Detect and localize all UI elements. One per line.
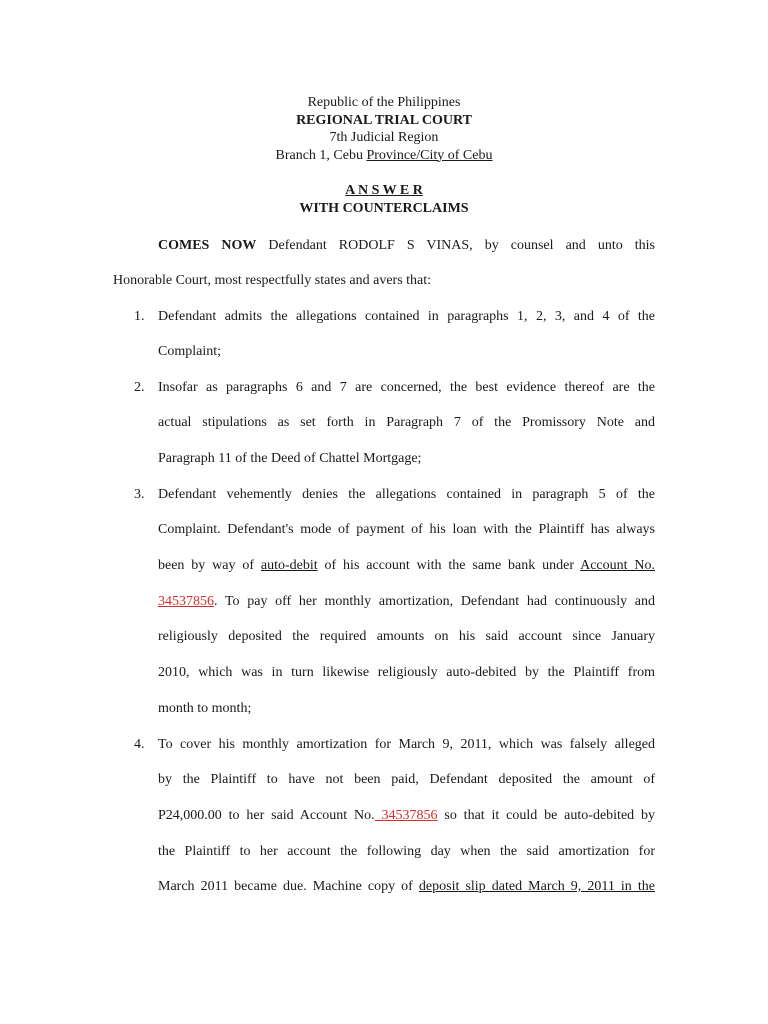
item-4-line-5-a: March 2011 became due. Machine copy of	[158, 879, 419, 894]
branch-place: Province/City of Cebu	[366, 147, 493, 163]
region-line: 7th Judicial Region	[329, 130, 439, 145]
item-4-line-2: by the Plaintiff to have not been paid, Defendant deposited the amount of	[158, 772, 655, 787]
item-3-line-6: 2010, which was in turn likewise religiously auto-debited by the Plaintiff from	[158, 665, 655, 680]
item-3-line-2: Complaint. Defendant's mode of payment of his loan with the Plaintiff has always	[158, 522, 655, 537]
account-number: 34537856	[158, 594, 214, 609]
intro-line-1	[158, 237, 655, 255]
item-4-line-5	[158, 878, 655, 896]
item-4-number: 4.	[134, 737, 145, 752]
title-sub: WITH COUNTERCLAIMS	[299, 200, 469, 216]
item-3-number: 3.	[134, 487, 145, 502]
account-number-2: 34537856	[374, 808, 438, 823]
item-3-line-1: Defendant vehemently denies the allegations contained in paragraph 5 of the	[158, 487, 655, 502]
deposit-slip-reference: deposit slip dated March 9, 2011 in the	[418, 879, 655, 894]
item-2-line-2: actual stipulations as set forth in Paragraph 7 of the Promissory Note and	[158, 415, 655, 430]
court-name: REGIONAL TRIAL COURT	[296, 112, 472, 128]
item-2-number: 2.	[134, 380, 145, 395]
intro-lead: COMES NOW	[158, 238, 257, 253]
item-3-line-5: religiously deposited the required amounts on his said account since January	[158, 629, 655, 644]
intro-line1-rest: Defendant RODOLF S VINAS, by counsel and unto this	[256, 238, 655, 253]
item-3-line-7: month to month;	[158, 701, 252, 716]
item-3-line-3	[158, 557, 655, 575]
item-1-line-2: Complaint;	[158, 344, 221, 359]
item-4-line-3	[158, 807, 655, 825]
item-1-line-1: Defendant admits the allegations contained in paragraphs 1, 2, 3, and 4 of the	[158, 309, 655, 324]
document-title	[0, 182, 768, 217]
auto-debit-term: auto-debit	[260, 558, 318, 573]
item-1-number: 1.	[134, 309, 145, 324]
republic-line: Republic of the Philippines	[307, 95, 461, 110]
item-3-line-3-c: of his account with the same bank under	[317, 558, 581, 573]
item-2-line-1: Insofar as paragraphs 6 and 7 are concerned, the best evidence thereof are the	[158, 380, 655, 395]
account-no-label: Account No.	[580, 558, 656, 573]
intro-line-2: Honorable Court, most respectfully states and avers that:	[113, 273, 432, 288]
item-2-line-3: Paragraph 11 of the Deed of Chattel Mortgage;	[158, 451, 422, 466]
item-4-line-1: To cover his monthly amortization for March 9, 2011, which was falsely alleged	[158, 737, 655, 752]
item-3-line-4	[158, 593, 655, 611]
title-main: A N S W E R	[345, 183, 423, 198]
item-4-line-4: the Plaintiff to her account the following day when the said amortization for	[158, 844, 655, 859]
item-3-line-4-b: . To pay off her monthly amortization, Defendant had continuously and	[214, 594, 655, 609]
item-4-line-3-c: so that it could be auto-debited by	[437, 808, 656, 823]
court-header	[0, 94, 768, 164]
item-3-line-3-a: been by way of	[158, 558, 261, 573]
branch-line	[0, 147, 768, 165]
item-4-line-3-a: P24,000.00 to her said Account No.	[158, 808, 375, 823]
branch-prefix: Branch 1, Cebu	[275, 147, 367, 163]
